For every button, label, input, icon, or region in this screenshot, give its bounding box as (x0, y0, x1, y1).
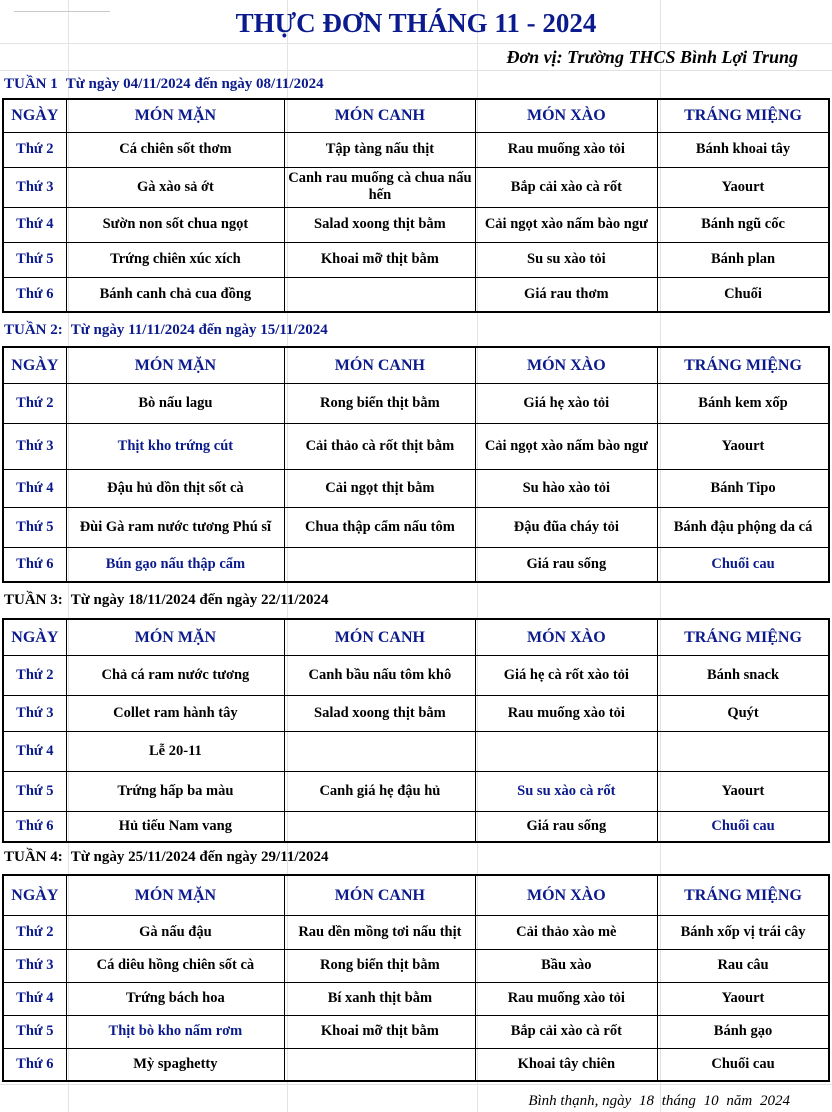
day-cell: Thứ 4 (3, 982, 66, 1015)
col-header-xao: MÓN XÀO (475, 347, 657, 383)
table-row (3, 507, 829, 547)
man-cell: Lễ 20-11 (66, 731, 285, 771)
trang-cell: Rau câu (658, 949, 829, 982)
xao-cell: Giá rau sống (475, 811, 657, 842)
day-cell: Thứ 3 (3, 949, 66, 982)
table-row (3, 655, 829, 695)
trang-cell: Bánh gạo (658, 1015, 829, 1048)
xao-cell: Cải ngọt xào nấm bào ngư (475, 207, 657, 242)
day-cell: Thứ 5 (3, 507, 66, 547)
day-cell: Thứ 2 (3, 132, 66, 167)
xao-cell: Đậu đũa cháy tỏi (475, 507, 657, 547)
trang-cell: Bánh ngũ cốc (658, 207, 829, 242)
xao-cell: Bắp cải xào cà rốt (475, 1015, 657, 1048)
day-cell: Thứ 4 (3, 207, 66, 242)
table-row (3, 132, 829, 167)
week-label: TUẦN 1 (4, 76, 58, 92)
man-cell: Trứng hấp ba màu (66, 771, 285, 811)
man-cell: Cá diêu hồng chiên sốt cà (66, 949, 285, 982)
xao-cell: Cải ngọt xào nấm bào ngư (475, 423, 657, 469)
canh-cell: Bí xanh thịt bằm (285, 982, 475, 1015)
day-cell: Thứ 5 (3, 242, 66, 277)
man-cell: Bún gạo nấu thập cẩm (66, 547, 285, 582)
man-cell: Thịt bò kho nấm rơm (66, 1015, 285, 1048)
canh-cell: Canh giá hẹ đậu hủ (285, 771, 475, 811)
xao-cell: Su hào xào tỏi (475, 469, 657, 507)
header-row (3, 875, 829, 915)
xao-cell: Giá rau thơm (475, 277, 657, 312)
man-cell: Thịt kho trứng cút (66, 423, 285, 469)
day-cell: Thứ 6 (3, 1048, 66, 1081)
xao-cell: Rau muống xào tỏi (475, 695, 657, 731)
man-cell: Collet ram hành tây (66, 695, 285, 731)
xao-cell: Giá hẹ xào tỏi (475, 383, 657, 423)
table-row (3, 811, 829, 842)
xao-cell: Giá rau sống (475, 547, 657, 582)
col-header-day: NGÀY (3, 875, 66, 915)
col-header-trang: TRÁNG MIỆNG (658, 875, 829, 915)
table-row (3, 167, 829, 207)
trang-cell: Yaourt (658, 771, 829, 811)
xao-cell: Su su xào cà rốt (475, 771, 657, 811)
xao-cell: Giá hẹ cà rốt xào tỏi (475, 655, 657, 695)
trang-cell: Bánh plan (658, 242, 829, 277)
sheet-gridline (0, 1084, 832, 1085)
trang-cell: Yaourt (658, 423, 829, 469)
xao-cell: Rau muống xào tỏi (475, 132, 657, 167)
canh-cell: Khoai mỡ thịt bằm (285, 1015, 475, 1048)
day-cell: Thứ 4 (3, 469, 66, 507)
table-row (3, 277, 829, 312)
man-cell: Sườn non sốt chua ngọt (66, 207, 285, 242)
canh-cell: Rau dền mồng tơi nấu thịt (285, 915, 475, 949)
col-header-day: NGÀY (3, 99, 66, 132)
trang-cell: Bánh kem xốp (658, 383, 829, 423)
man-cell: Bò nấu lagu (66, 383, 285, 423)
day-cell: Thứ 6 (3, 811, 66, 842)
week-label: TUẦN 2: (4, 322, 63, 338)
canh-cell: Cải thảo cà rốt thịt bằm (285, 423, 475, 469)
man-cell: Gà nấu đậu (66, 915, 285, 949)
signature-date (526, 1092, 792, 1112)
trang-cell: Bánh snack (658, 655, 829, 695)
xao-cell (475, 731, 657, 771)
man-cell: Đậu hủ dồn thịt sốt cà (66, 469, 285, 507)
col-header-trang: TRÁNG MIỆNG (658, 99, 829, 132)
day-cell: Thứ 6 (3, 277, 66, 312)
xao-cell: Bầu xào (475, 949, 657, 982)
week-4-heading (4, 847, 329, 867)
xao-cell: Rau muống xào tỏi (475, 982, 657, 1015)
canh-cell: Cải ngọt thịt bằm (285, 469, 475, 507)
footer-month: 10 (703, 1093, 719, 1109)
week-1-menu-table (2, 98, 830, 313)
trang-cell: Chuối cau (658, 811, 829, 842)
canh-cell: Canh rau muống cà chua nấu hến (285, 167, 475, 207)
man-cell: Gà xào sả ớt (66, 167, 285, 207)
xao-cell: Cải thảo xào mè (475, 915, 657, 949)
week-2-menu-table (2, 346, 830, 583)
canh-cell: Khoai mỡ thịt bằm (285, 242, 475, 277)
man-cell: Trứng bách hoa (66, 982, 285, 1015)
man-cell: Chả cá ram nước tương (66, 655, 285, 695)
day-cell: Thứ 2 (3, 655, 66, 695)
trang-cell: Bánh khoai tây (658, 132, 829, 167)
col-header-canh: MÓN CANH (285, 347, 475, 383)
col-header-trang: TRÁNG MIỆNG (658, 619, 829, 655)
page-title: THỰC ĐƠN THÁNG 11 - 2024 (235, 8, 597, 38)
trang-cell: Bánh Tipo (658, 469, 829, 507)
col-header-xao: MÓN XÀO (475, 99, 657, 132)
week-4-menu-table (2, 874, 830, 1082)
table-row (3, 383, 829, 423)
col-header-man: MÓN MẶN (66, 619, 285, 655)
day-cell: Thứ 2 (3, 383, 66, 423)
table-row (3, 207, 829, 242)
week-range: Từ ngày 25/11/2024 đến ngày 29/11/2024 (70, 849, 329, 865)
table-row (3, 1015, 829, 1048)
week-range: Từ ngày 18/11/2024 đến ngày 22/11/2024 (70, 592, 329, 608)
man-cell: Cá chiên sốt thơm (66, 132, 285, 167)
canh-cell: Tập tàng nấu thịt (285, 132, 475, 167)
col-header-day: NGÀY (3, 619, 66, 655)
man-cell: Trứng chiên xúc xích (66, 242, 285, 277)
trang-cell: Bánh đậu phộng da cá (658, 507, 829, 547)
header-row (3, 347, 829, 383)
canh-cell: Salad xoong thịt bằm (285, 695, 475, 731)
canh-cell (285, 277, 475, 312)
man-cell: Đùi Gà ram nước tương Phú sĩ (66, 507, 285, 547)
canh-cell (285, 547, 475, 582)
day-cell: Thứ 3 (3, 423, 66, 469)
trang-cell: Yaourt (658, 982, 829, 1015)
day-cell: Thứ 6 (3, 547, 66, 582)
trang-cell: Quýt (658, 695, 829, 731)
footer-month-word: tháng (661, 1093, 696, 1109)
footer-day: 18 (638, 1093, 654, 1109)
man-cell: Hủ tiếu Nam vang (66, 811, 285, 842)
table-row (3, 982, 829, 1015)
canh-cell: Rong biển thịt bằm (285, 949, 475, 982)
week-range: Từ ngày 04/11/2024 đến ngày 08/11/2024 (65, 76, 324, 92)
day-cell: Thứ 4 (3, 731, 66, 771)
canh-cell: Rong biển thịt bằm (285, 383, 475, 423)
week-label: TUẦN 4: (4, 849, 63, 865)
xao-cell: Khoai tây chiên (475, 1048, 657, 1081)
col-header-trang: TRÁNG MIỆNG (658, 347, 829, 383)
col-header-canh: MÓN CANH (285, 99, 475, 132)
col-header-man: MÓN MẶN (66, 347, 285, 383)
header-row (3, 619, 829, 655)
col-header-day: NGÀY (3, 347, 66, 383)
day-cell: Thứ 3 (3, 167, 66, 207)
canh-cell: Canh bầu nấu tôm khô (285, 655, 475, 695)
sheet-gridline (0, 43, 832, 44)
table-row (3, 695, 829, 731)
unit-label: Đơn vị: Trường THCS Bình Lợi Trung (506, 47, 798, 67)
canh-cell (285, 811, 475, 842)
week-3-menu-table (2, 618, 830, 843)
trang-cell: Chuối cau (658, 547, 829, 582)
day-cell: Thứ 2 (3, 915, 66, 949)
header-row (3, 99, 829, 132)
week-range: Từ ngày 11/11/2024 đến ngày 15/11/2024 (70, 322, 328, 338)
trang-cell: Yaourt (658, 167, 829, 207)
day-cell: Thứ 5 (3, 1015, 66, 1048)
day-cell: Thứ 5 (3, 771, 66, 811)
table-row (3, 915, 829, 949)
day-cell: Thứ 3 (3, 695, 66, 731)
footer-place: Bình thạnh, ngày (528, 1093, 632, 1109)
table-row (3, 423, 829, 469)
sheet-gridline (0, 70, 832, 71)
table-row (3, 547, 829, 582)
trang-cell (658, 731, 829, 771)
col-header-canh: MÓN CANH (285, 619, 475, 655)
table-row (3, 731, 829, 771)
col-header-xao: MÓN XÀO (475, 619, 657, 655)
canh-cell: Salad xoong thịt bằm (285, 207, 475, 242)
col-header-canh: MÓN CANH (285, 875, 475, 915)
man-cell: Mỳ spaghetty (66, 1048, 285, 1081)
table-row (3, 949, 829, 982)
week-label: TUẦN 3: (4, 592, 63, 608)
table-row (3, 771, 829, 811)
week-3-heading (4, 590, 329, 610)
canh-cell: Chua thập cẩm nấu tôm (285, 507, 475, 547)
trang-cell: Bánh xốp vị trái cây (658, 915, 829, 949)
week-1-heading (4, 74, 324, 94)
footer-year: 2024 (760, 1093, 790, 1109)
footer-year-word: năm (726, 1093, 753, 1109)
xao-cell: Su su xào tỏi (475, 242, 657, 277)
table-row (3, 469, 829, 507)
week-2-heading (4, 320, 328, 340)
table-row (3, 1048, 829, 1081)
col-header-man: MÓN MẶN (66, 875, 285, 915)
man-cell: Bánh canh chả cua đồng (66, 277, 285, 312)
trang-cell: Chuối cau (658, 1048, 829, 1081)
canh-cell (285, 1048, 475, 1081)
canh-cell (285, 731, 475, 771)
col-header-man: MÓN MẶN (66, 99, 285, 132)
trang-cell: Chuối (658, 277, 829, 312)
table-row (3, 242, 829, 277)
col-header-xao: MÓN XÀO (475, 875, 657, 915)
xao-cell: Bắp cải xào cà rốt (475, 167, 657, 207)
